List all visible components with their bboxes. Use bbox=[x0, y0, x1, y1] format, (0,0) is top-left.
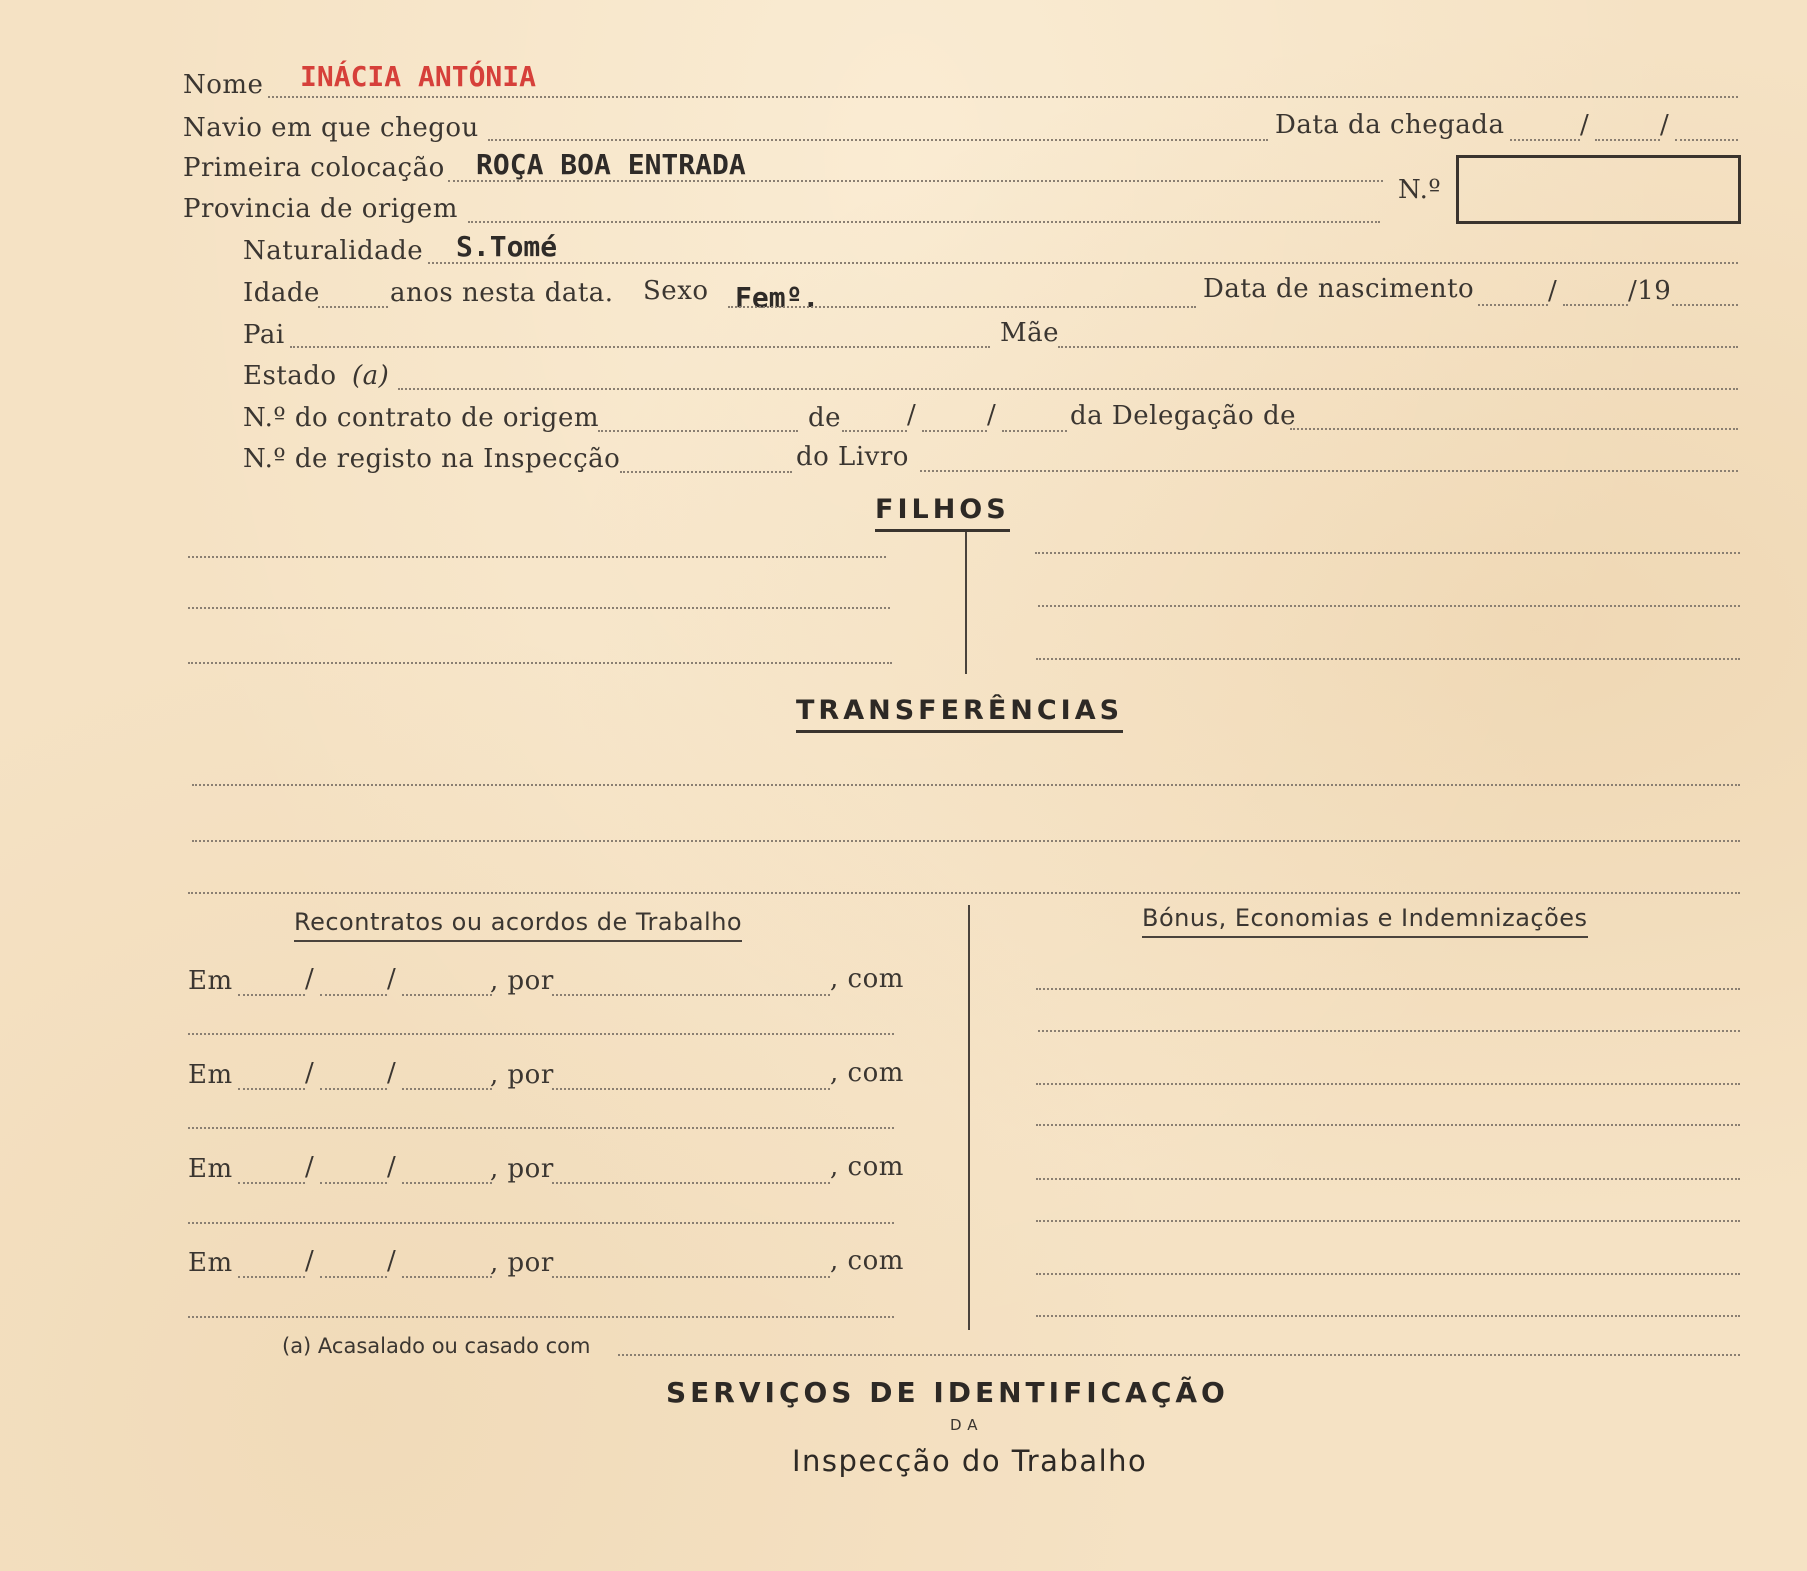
label-em: Em bbox=[188, 1154, 233, 1184]
line-data-chegada-ano[interactable] bbox=[1675, 139, 1738, 141]
label-data-nascimento: Data de nascimento bbox=[1203, 274, 1475, 304]
line-em-ano[interactable] bbox=[402, 994, 492, 996]
label-contrato: N.º do contrato de origem bbox=[243, 403, 599, 433]
bonus-line[interactable] bbox=[1036, 1083, 1740, 1085]
bonus-line[interactable] bbox=[1038, 1030, 1740, 1032]
line-em-ano[interactable] bbox=[402, 1276, 492, 1278]
bonus-line[interactable] bbox=[1036, 1124, 1740, 1126]
transferencias-line[interactable] bbox=[192, 784, 1740, 786]
filhos-divider bbox=[965, 532, 967, 674]
label-por: , por bbox=[490, 1060, 554, 1090]
label-anos: anos nesta data. bbox=[390, 278, 614, 308]
line-em-mes[interactable] bbox=[320, 1182, 387, 1184]
label-livro: do Livro bbox=[796, 442, 909, 472]
line-estado[interactable] bbox=[398, 388, 1738, 390]
line-em-ano[interactable] bbox=[402, 1088, 492, 1090]
label-por: , por bbox=[490, 1154, 554, 1184]
filhos-line[interactable] bbox=[1036, 658, 1740, 660]
transferencias-line[interactable] bbox=[192, 840, 1740, 842]
slash: / bbox=[1580, 110, 1590, 140]
line-em-dia[interactable] bbox=[238, 1182, 305, 1184]
slash: / bbox=[1548, 276, 1558, 306]
transferencias-line[interactable] bbox=[188, 892, 1740, 894]
line-navio[interactable] bbox=[488, 139, 1268, 141]
slash: / bbox=[387, 1246, 397, 1276]
label-provincia: Provincia de origem bbox=[183, 194, 458, 224]
label-nome: Nome bbox=[183, 70, 264, 100]
line-provincia[interactable] bbox=[468, 221, 1380, 223]
label-em: Em bbox=[188, 1248, 233, 1278]
bonus-line[interactable] bbox=[1036, 1220, 1740, 1222]
label-por: , por bbox=[490, 1248, 554, 1278]
filhos-line[interactable] bbox=[188, 556, 886, 558]
line-contrato-ano[interactable] bbox=[1002, 430, 1067, 432]
label-naturalidade: Naturalidade bbox=[243, 236, 424, 266]
value-nome: INÁCIA ANTÓNIA bbox=[300, 60, 537, 93]
label-estado-note: (a) bbox=[352, 361, 390, 391]
numero-box[interactable] bbox=[1456, 155, 1741, 224]
line-registo[interactable] bbox=[620, 471, 792, 473]
line-nascimento-mes[interactable] bbox=[1563, 304, 1628, 306]
slash: / bbox=[305, 1152, 315, 1182]
line-data-chegada-mes[interactable] bbox=[1595, 139, 1660, 141]
line-com-cont[interactable] bbox=[188, 1127, 894, 1129]
label-navio: Navio em que chegou bbox=[183, 113, 479, 143]
line-em-mes[interactable] bbox=[320, 1276, 387, 1278]
slash: / bbox=[387, 1152, 397, 1182]
label-primeira-colocacao: Primeira colocação bbox=[183, 153, 445, 183]
label-com: , com bbox=[830, 1058, 904, 1088]
filhos-line[interactable] bbox=[1038, 605, 1740, 607]
line-nome[interactable] bbox=[268, 96, 1738, 98]
slash: / bbox=[1660, 110, 1670, 140]
line-idade[interactable] bbox=[318, 306, 388, 308]
line-naturalidade[interactable] bbox=[428, 262, 1738, 264]
line-em-mes[interactable] bbox=[320, 994, 387, 996]
line-pai[interactable] bbox=[290, 346, 990, 348]
line-livro[interactable] bbox=[920, 470, 1738, 472]
label-pai: Pai bbox=[243, 320, 285, 350]
value-sexo: Femº. bbox=[735, 281, 820, 314]
line-em-dia[interactable] bbox=[238, 1088, 305, 1090]
footer-da: DA bbox=[950, 1416, 984, 1434]
line-contrato-dia[interactable] bbox=[842, 430, 907, 432]
bonus-line[interactable] bbox=[1036, 1273, 1740, 1275]
transferencias-heading: TRANSFERÊNCIAS bbox=[796, 695, 1123, 733]
label-em: Em bbox=[188, 966, 233, 996]
bonus-line[interactable] bbox=[1036, 988, 1740, 990]
label-em: Em bbox=[188, 1060, 233, 1090]
label-data-chegada: Data da chegada bbox=[1275, 110, 1505, 140]
slash: / bbox=[305, 1058, 315, 1088]
line-delegacao[interactable] bbox=[1290, 428, 1738, 430]
value-naturalidade: S.Tomé bbox=[456, 230, 558, 263]
line-em-dia[interactable] bbox=[238, 1276, 305, 1278]
label-com: , com bbox=[830, 1152, 904, 1182]
label-mae: Mãe bbox=[1000, 318, 1060, 348]
label-sexo: Sexo bbox=[643, 276, 709, 306]
recontratos-heading: Recontratos ou acordos de Trabalho bbox=[294, 908, 742, 942]
slash: / bbox=[305, 964, 315, 994]
filhos-line[interactable] bbox=[188, 662, 892, 664]
footnote-label: (a) Acasalado ou casado com bbox=[282, 1334, 591, 1358]
filhos-line[interactable] bbox=[1035, 552, 1740, 554]
label-de: de bbox=[808, 403, 842, 433]
line-contrato-mes[interactable] bbox=[922, 430, 987, 432]
bonus-line[interactable] bbox=[1036, 1178, 1740, 1180]
bottom-divider bbox=[968, 905, 970, 1330]
label-com: , com bbox=[830, 964, 904, 994]
slash: / bbox=[907, 400, 917, 430]
label-registo: N.º de registo na Inspecção bbox=[243, 444, 621, 474]
line-em-dia[interactable] bbox=[238, 994, 305, 996]
line-footnote[interactable] bbox=[618, 1354, 1740, 1356]
line-por[interactable] bbox=[552, 1182, 830, 1184]
label-idade: Idade bbox=[243, 278, 320, 308]
filhos-heading: FILHOS bbox=[875, 494, 1010, 532]
slash: / bbox=[305, 1246, 315, 1276]
footer-subtitle: Inspecção do Trabalho bbox=[792, 1444, 1148, 1478]
bonus-heading: Bónus, Economias e Indemnizações bbox=[1142, 904, 1588, 938]
line-com-cont[interactable] bbox=[188, 1222, 894, 1224]
label-delegacao: da Delegação de bbox=[1070, 401, 1296, 431]
line-por[interactable] bbox=[552, 994, 830, 996]
line-por[interactable] bbox=[552, 1276, 830, 1278]
label-estado: Estado bbox=[243, 361, 337, 391]
line-nascimento-ano[interactable] bbox=[1672, 304, 1738, 306]
line-primeira-colocacao[interactable] bbox=[448, 180, 1383, 182]
label-por: , por bbox=[490, 966, 554, 996]
slash: / bbox=[387, 1058, 397, 1088]
line-nascimento-dia[interactable] bbox=[1478, 304, 1548, 306]
label-numero: N.º bbox=[1398, 175, 1442, 205]
slash: / bbox=[387, 964, 397, 994]
footer-title: SERVIÇOS DE IDENTIFICAÇÃO bbox=[666, 1376, 1229, 1409]
label-com: , com bbox=[830, 1246, 904, 1276]
line-por[interactable] bbox=[552, 1088, 830, 1090]
value-primeira-colocacao: ROÇA BOA ENTRADA bbox=[476, 148, 746, 181]
label-ano-prefix: /19 bbox=[1628, 276, 1672, 306]
line-em-ano[interactable] bbox=[402, 1182, 492, 1184]
line-com-cont[interactable] bbox=[188, 1316, 894, 1318]
line-em-mes[interactable] bbox=[320, 1088, 387, 1090]
filhos-line[interactable] bbox=[188, 607, 890, 609]
line-data-chegada-dia[interactable] bbox=[1510, 139, 1580, 141]
slash: / bbox=[987, 400, 997, 430]
bonus-line[interactable] bbox=[1036, 1315, 1740, 1317]
line-sexo[interactable] bbox=[728, 306, 1196, 308]
line-com-cont[interactable] bbox=[188, 1033, 894, 1035]
line-mae[interactable] bbox=[1058, 346, 1738, 348]
line-contrato[interactable] bbox=[598, 430, 798, 432]
